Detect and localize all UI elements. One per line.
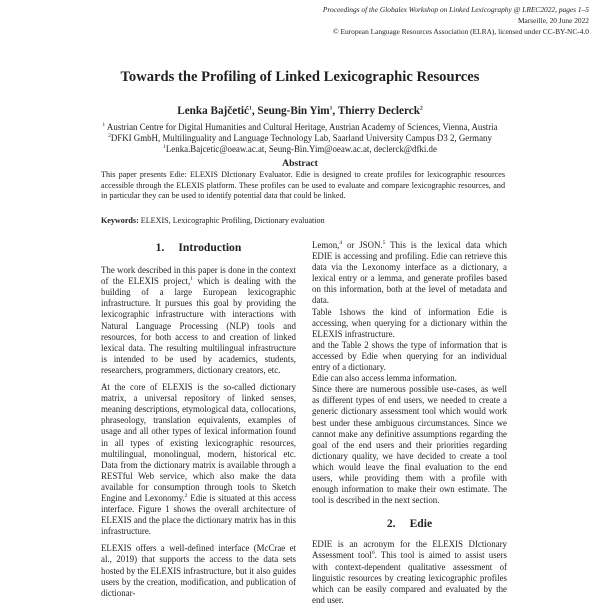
- author-list: [0, 105, 600, 117]
- paragraph: ELEXIS offers a well-defined interface (McCrae et al., 2019) that supports the access to the data sets hosted by the ELEXIS infrastructure, but it also guides users by the creation, modification, and publication of dictionar-: [101, 543, 296, 598]
- keywords-line: [101, 216, 505, 225]
- keywords-text: ELEXIS, Lexicographic Profiling, Dictionary evaluation: [138, 216, 325, 225]
- venue-date-line: Marseille, 20 June 2022: [517, 16, 589, 25]
- author-emails: $^1$Lenka.Bajcetic@oeaw.ac.at, Seung-Bin.Yim@oeaw.ac.at, declerck@dfki.de: [163, 144, 437, 154]
- footnote-mark: 1: [190, 276, 194, 283]
- right-column: [312, 240, 507, 606]
- paragraph: Lemon,$^4$ or JSON.$^5$ This is the lexical data which EDIE is accessing and profiling. Edie can retrieve this data via the Lexonomy interface as a dictionary, a lexical entry or a lemma, and generate profiles based on this information, both at the level of metadata and data.: [312, 240, 507, 306]
- paragraph: At the core of ELEXIS is the so-called dictionary matrix, a universal repository of linked senses, meaning descriptions, etymological data, collocations, phraseology, translation equivalents, examples of usage and all other types of lexical information found in all types of existing lexicographic resources, multilingual, monolingual, modern, historical etc. Data from the dictionary matrix is available through a RESTful Web service, which also make the data available for consumption through tools to Sketch Engine and Lexonomy.$^2$ Edie is situated at this access interface. Figure 1 shows the overall architecture of ELEXIS and the place the dictionary matrix has in this infrastructure.: [101, 382, 296, 537]
- author-affiliation-mark: 1: [329, 105, 333, 112]
- footnote-mark: 4: [339, 240, 343, 247]
- paragraph: Table 1shows the kind of information Edie is accessing, when querying for a dictionary within the ELEXIS infrastructure.: [312, 306, 507, 339]
- abstract-text: This paper presents Edie: ELEXIS DIctionary Evaluator. Edie is designed to create profiles for lexicographic resources accessible through the ELEXIS platform. These profiles can be used to evaluate and compare lexicographic resources, and in particular they can be used to identify potential data that could be linked.: [101, 170, 505, 201]
- abstract-heading: Abstract: [282, 158, 318, 169]
- paragraph: Since there are numerous possible use-cases, as well as different types of end users, we needed to create a generic dictionary assessment tool which would work best under these ambiguous circumstances. Since we cannot make any definitive assumptions regarding the goal of the end users and their priorities regarding dictionary quality, we have decided to create a tool which would leave the final evaluation to the end users, while providing them with a profile with enough information to make their own estimate. The tool is described in the next section.: [312, 384, 507, 506]
- paragraph: Edie can also access lemma information.: [312, 373, 457, 384]
- paragraph: and the Table 2 shows the type of information that is accessed by Edie when querying for an individual entry of a dictionary.: [312, 339, 507, 373]
- keywords-label: Keywords:: [101, 216, 139, 225]
- section-heading-edie: 2. Edie: [386, 517, 433, 531]
- author-name: Seung-Bin Yim: [257, 105, 330, 117]
- author-separator: ,: [251, 105, 258, 117]
- license-line: © European Language Resources Association (ELRA), licensed under CC-BY-NC-4.0: [332, 27, 589, 36]
- author-name: Lenka Bajčetić: [177, 105, 250, 117]
- paragraph: The work described in this paper is done in the context of the ELEXIS project,$^1$ which is dealing with the building of a large European lexicographic infrastructure. It pursues this goal by providing the lexicographic infrastructure with interactions with Natural Language Processing (NLP) tools and resources, for both access to and creation of linked lexical data. The resulting multilingual infrastructure is intended to be used by academics, students, researchers, programmers, dictionary creators, etc.: [101, 265, 296, 375]
- left-column: [101, 240, 296, 605]
- paper-title: Towards the Profiling of Linked Lexicographic Resources: [120, 69, 480, 85]
- proceedings-line: Proceedings of the Globalex Workshop on Linked Lexicography @ LREC2022, pages 1–5: [322, 5, 589, 14]
- footnote-mark: 6: [371, 550, 375, 557]
- author-name: Thierry Declerck: [337, 105, 420, 117]
- paragraph: EDIE is an acronym for the ELEXIS DIctionary Assessment tool$^6$. This tool is aimed to assist users with context-dependent qualitative assessment of linguistic resources by creating lexicographic profiles which can be easily compared and evaluated by the end user.: [312, 539, 507, 605]
- footnote-mark: 5: [382, 240, 386, 247]
- author-separator: ,: [332, 105, 338, 117]
- affiliation-2: $^2$DFKI GmbH, Multilinguality and Language Technology Lab, Saarland University Campus D3 2, Germany: [108, 133, 492, 143]
- section-heading-introduction: 1. Introduction: [155, 241, 242, 254]
- author-affiliation-mark: 2: [419, 105, 423, 112]
- affiliation-1: $^1$ Austrian Centre for Digital Humanities and Cultural Heritage, Austrian Academy of Sciences, Vienna, Austria: [102, 122, 498, 132]
- footnote-mark: 2: [184, 493, 188, 499]
- author-affiliation-mark: 1: [249, 105, 252, 112]
